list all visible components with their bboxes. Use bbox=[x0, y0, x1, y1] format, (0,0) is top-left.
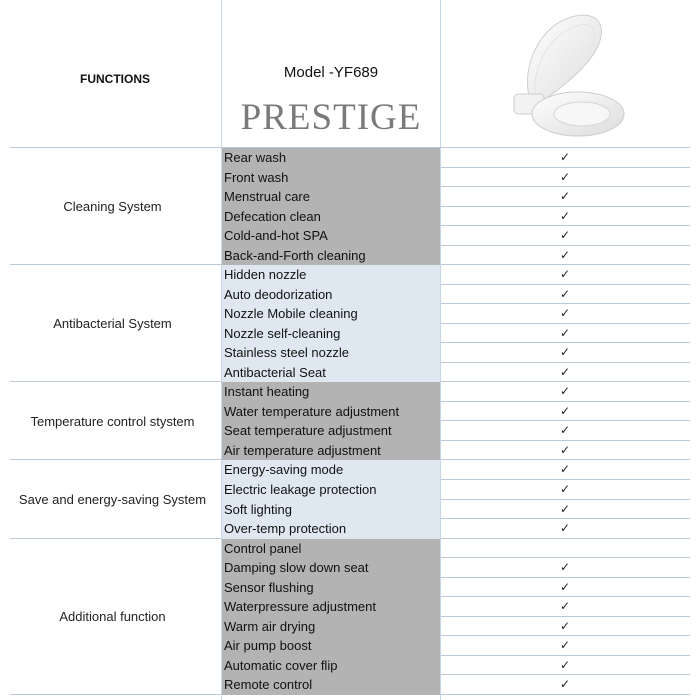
feature-label: Air pump boost bbox=[224, 638, 312, 654]
check-mark-icon: ✓ bbox=[559, 462, 571, 477]
feature-label: Nozzle self-cleaning bbox=[224, 325, 341, 341]
feature-label: Defecation clean bbox=[224, 208, 321, 224]
category-name: Temperature control stystem bbox=[30, 413, 195, 429]
check-mark-icon: ✓ bbox=[559, 618, 571, 633]
category-name: Additional function bbox=[59, 609, 166, 625]
feature-label: Warm air drying bbox=[224, 618, 316, 634]
check-mark-icon: ✓ bbox=[559, 579, 571, 594]
feature-label: Remote control bbox=[224, 677, 313, 693]
check-mark-icon: ✓ bbox=[559, 345, 571, 360]
feature-label: Front wash bbox=[224, 169, 289, 185]
feature-label: Instant heating bbox=[224, 384, 310, 400]
check-mark-icon: ✓ bbox=[559, 364, 571, 379]
check-mark-icon: ✓ bbox=[559, 306, 571, 321]
category-name: Antibacterial System bbox=[53, 316, 172, 332]
functions-header: FUNCTIONS bbox=[80, 72, 150, 86]
feature-label: Back-and-Forth cleaning bbox=[224, 247, 366, 263]
check-mark-icon: ✓ bbox=[559, 482, 571, 496]
feature-label: Rear wash bbox=[224, 150, 287, 165]
check-mark-icon: ✓ bbox=[559, 403, 571, 418]
feature-label: Hidden nozzle bbox=[224, 267, 307, 283]
check-mark-icon: ✓ bbox=[559, 169, 571, 184]
feature-label: Over-temp protection bbox=[224, 521, 347, 537]
brand-name: PRESTIGE bbox=[240, 97, 422, 138]
feature-label: Control panel bbox=[224, 540, 302, 556]
column-divider-right bbox=[440, 0, 441, 700]
check-mark-icon: ✓ bbox=[559, 423, 571, 438]
feature-label: Energy-saving mode bbox=[224, 462, 344, 478]
feature-label: Seat temperature adjustment bbox=[224, 423, 392, 439]
toilet-seat-image bbox=[500, 8, 630, 143]
feature-label: Cold-and-hot SPA bbox=[224, 228, 328, 244]
feature-label: Damping slow down seat bbox=[224, 560, 369, 576]
check-mark-icon: ✓ bbox=[559, 325, 571, 340]
feature-label: Automatic cover flip bbox=[224, 657, 338, 673]
check-mark-icon: ✓ bbox=[559, 677, 571, 692]
feature-label: Air temperature adjustment bbox=[224, 442, 381, 458]
feature-label: Menstrual care bbox=[224, 189, 310, 205]
feature-label: Waterpressure adjustment bbox=[224, 599, 376, 615]
feature-label: Water temperature adjustment bbox=[224, 403, 400, 419]
category-name: Cleaning System bbox=[63, 199, 162, 215]
check-mark-icon: ✓ bbox=[559, 442, 571, 457]
feature-label: Soft lighting bbox=[224, 501, 292, 517]
feature-label: Nozzle Mobile cleaning bbox=[224, 306, 358, 322]
check-mark-icon: ✓ bbox=[559, 189, 571, 204]
feature-label: Antibacterial Seat bbox=[224, 364, 326, 380]
feature-label: Stainless steel nozzle bbox=[224, 345, 350, 361]
check-mark-icon: ✓ bbox=[559, 267, 571, 282]
check-mark-icon: ✓ bbox=[559, 228, 571, 243]
check-mark-icon: ✓ bbox=[559, 638, 571, 653]
check-mark-icon: ✓ bbox=[559, 150, 571, 164]
check-mark-icon: ✓ bbox=[559, 286, 571, 301]
check-mark-icon: ✓ bbox=[559, 599, 571, 614]
check-mark-icon: ✓ bbox=[559, 247, 571, 262]
check-mark-icon: ✓ bbox=[559, 384, 571, 399]
check-mark-icon: ✓ bbox=[559, 560, 571, 575]
check-mark-icon: ✓ bbox=[559, 521, 571, 536]
feature-label: Auto deodorization bbox=[224, 286, 333, 302]
category-name: Save and energy-saving System bbox=[18, 492, 207, 508]
feature-label: Sensor flushing bbox=[224, 579, 314, 595]
check-mark-icon: ✓ bbox=[559, 501, 571, 516]
category-divider bbox=[10, 694, 221, 695]
check-mark-icon: ✓ bbox=[559, 657, 571, 672]
check-mark-icon: ✓ bbox=[559, 208, 571, 223]
model-number: Model -YF689 bbox=[283, 64, 379, 81]
feature-label: Electric leakage protection bbox=[224, 482, 377, 497]
